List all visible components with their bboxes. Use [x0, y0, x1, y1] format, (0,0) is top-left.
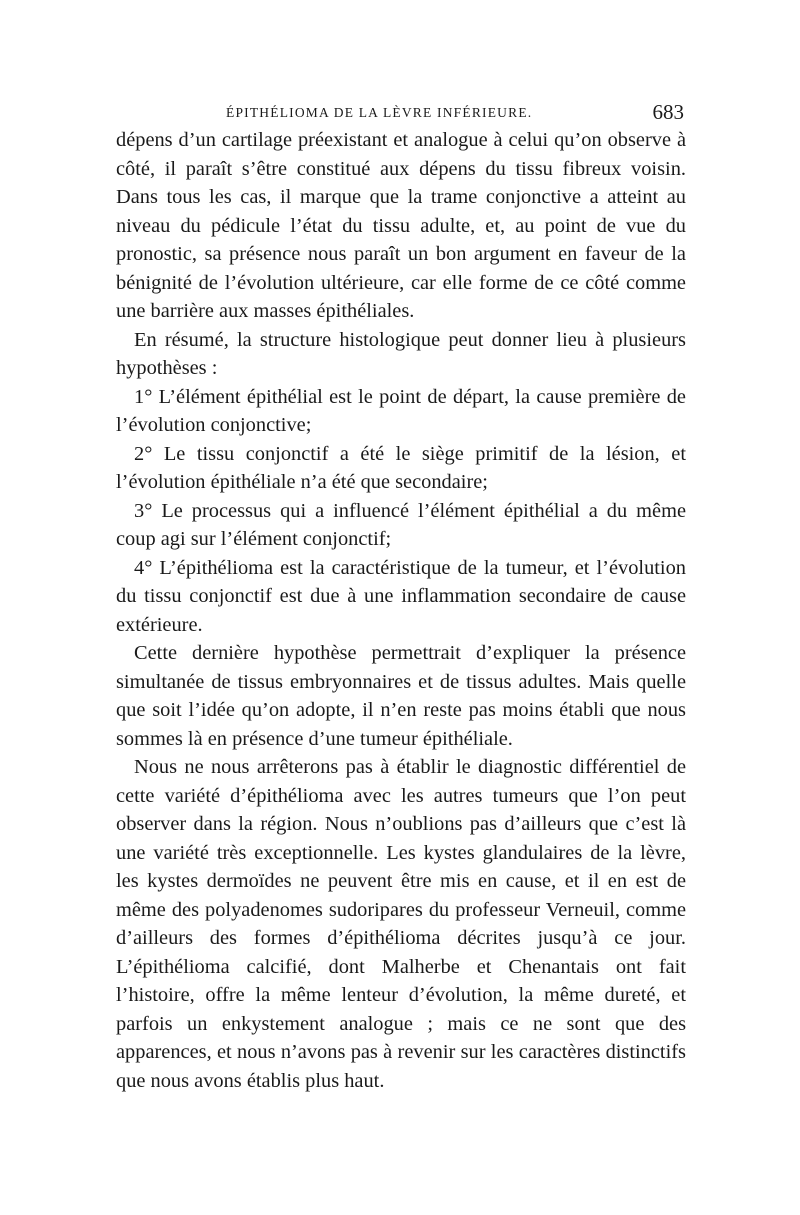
hypothesis-item-3: 3° Le processus qui a influencé l’élément épithélial a du même coup agi sur l’élément conjonctif;: [116, 499, 686, 550]
hypothesis-item-2: 2° Le tissu conjonctif a été le siège primitif de la lésion, et l’évolution épithéliale n’a été que secondaire;: [116, 442, 686, 493]
running-title: ÉPITHÉLIOMA DE LA LÈVRE INFÉRIEURE.: [226, 105, 533, 120]
paragraph-summary: En résumé, la structure histologique peut donner lieu à plusieurs hypothèses :: [116, 328, 686, 379]
paragraph-continuation: dépens d’un cartilage préexistant et analogue à celui qu’on observe à côté, il paraît s’être constitué aux dépens du tissu fibreux voisin. Dans tous les cas, il marque que la trame conjonctive a atteint au niveau du pédicule l’état du tissu adulte, et, au point de vue du pronostic, sa présence nous paraît un bon argument en faveur de la bénignité de l’évolution ultérieure, car elle forme de ce côté comme une barrière aux masses épithéliales.: [116, 129, 686, 322]
paragraph-diagnosis: Nous ne nous arrêterons pas à établir le diagnostic différentiel de cette variété d’épithélioma avec les autres tumeurs que l’on peut observer dans la région. Nous n’oublions pas d’ailleurs que c’est là une variété très exceptionnelle. Les kystes glandulaires de la lèvre, les kystes dermoïdes ne peuvent être mis en cause, et il en est de même des polyadenomes sudoripares du professeur Verneuil, comme d’ailleurs des formes d’épithélioma décrites jusqu’à ce jour. L’épithélioma calcifié, dont Malherbe et Chenantais ont fait l’histoire, offre la même lenteur d’évolution, la même dureté, et parfois un enkystement analogue ; mais ce ne sont que des apparences, et nous n’avons pas à revenir sur les caractères distinctifs que nous avons établis plus haut.: [116, 756, 686, 1092]
body-text: [116, 126, 686, 1095]
running-head: [116, 100, 684, 124]
paragraph-last-hypothesis: Cette dernière hypothèse permettrait d’expliquer la présence simultanée de tissus embryonnaires et de tissus adultes. Mais quelle que soit l’idée qu’on adopte, il n’en reste pas moins établi que nous sommes là en présence d’une tumeur épithéliale.: [116, 642, 686, 750]
hypothesis-item-1: 1° L’élément épithélial est le point de départ, la cause première de l’évolution conjonctive;: [116, 385, 686, 436]
page-number: 683: [652, 100, 684, 124]
hypothesis-item-4: 4° L’épithélioma est la caractéristique de la tumeur, et l’évolution du tissu conjonctif est due à une inflammation secondaire de cause extérieure.: [116, 556, 686, 636]
